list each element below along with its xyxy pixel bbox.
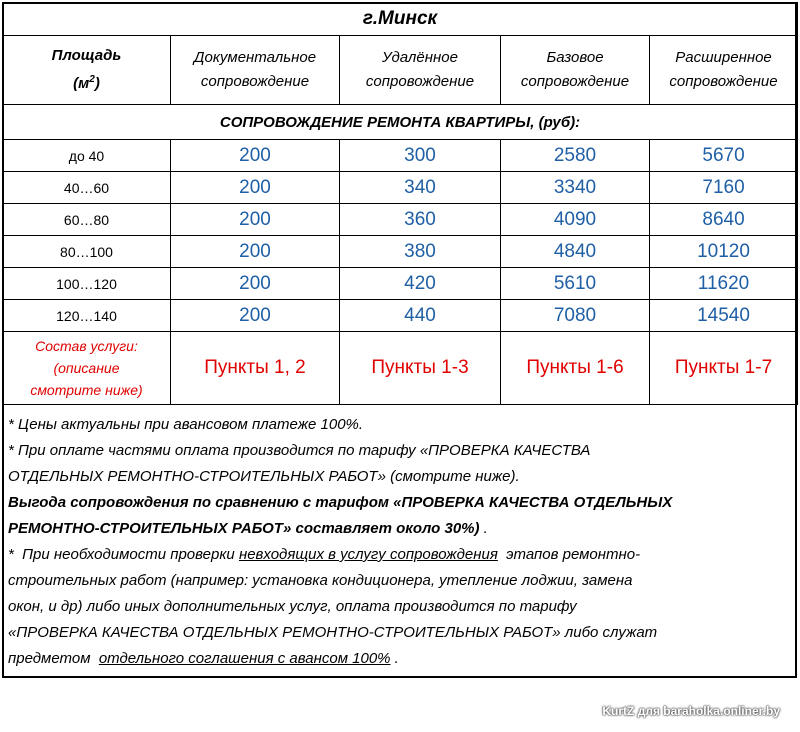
note-extra-services: * При необходимости проверки невходящих в услугу сопровождения этапов ремонтно- строительных работ (например: установка кондиционера, утепление лоджии, замена окон, и др) либо иных дополнительных услуг, оплата производится по тарифу «ПРОВЕРКА КАЧЕСТВА ОТДЕЛЬНЫХ РЕМОНТНО-СТРОИТЕЛЬНЫХ РАБОТ» либо служат предметом отдельного соглашения с авансом 100% . (8, 546, 658, 667)
section-title: СОПРОВОЖДЕНИЕ РЕМОНТА КВАРТИРЫ, (руб): (3, 105, 798, 140)
price-cell: 2580 (501, 140, 650, 172)
watermark: KurtZ для baraholka.onliner.by (602, 704, 780, 718)
note-benefit: Выгода сопровождения по сравнению с тарифом «ПРОВЕРКА КАЧЕСТВА ОТДЕЛЬНЫХ РЕМОНТНО-СТРОИТЕЛЬНЫХ РАБОТ» составляет около 30%) . (8, 494, 673, 537)
price-cell: 4840 (501, 236, 650, 268)
price-cell: 11620 (650, 268, 798, 300)
price-cell: 300 (340, 140, 501, 172)
area-cell: 80…100 (3, 236, 171, 268)
notes-block (8, 412, 788, 672)
column-header-extended: Расширенное сопровождение (650, 36, 798, 105)
table-row (3, 300, 798, 332)
price-cell: 3340 (501, 172, 650, 204)
column-header-basic: Базовое сопровождение (501, 36, 650, 105)
price-cell: 420 (340, 268, 501, 300)
price-cell: 5610 (501, 268, 650, 300)
price-table (2, 2, 798, 405)
table-row (3, 268, 798, 300)
price-cell: 4090 (501, 204, 650, 236)
price-cell: 440 (340, 300, 501, 332)
services-label: Состав услуги: (описание смотрите ниже) (3, 332, 171, 405)
price-cell: 14540 (650, 300, 798, 332)
price-cell: 360 (340, 204, 501, 236)
price-cell: 340 (340, 172, 501, 204)
price-cell: 200 (171, 236, 340, 268)
price-cell: 8640 (650, 204, 798, 236)
column-header-documentary: Документальное сопровождение (171, 36, 340, 105)
price-cell: 380 (340, 236, 501, 268)
note-installments: * При оплате частями оплата производится по тарифу «ПРОВЕРКА КАЧЕСТВА ОТДЕЛЬНЫХ РЕМОНТНО-СТРОИТЕЛЬНЫХ РАБОТ» (смотрите ниже). (8, 442, 591, 485)
services-value: Пункты 1-3 (340, 332, 501, 405)
services-value: Пункты 1-6 (501, 332, 650, 405)
table-row (3, 140, 798, 172)
area-cell: 100…120 (3, 268, 171, 300)
services-value: Пункты 1-7 (650, 332, 798, 405)
column-header-remote: Удалённое сопровождение (340, 36, 501, 105)
area-cell: до 40 (3, 140, 171, 172)
area-cell: 120…140 (3, 300, 171, 332)
area-unit: $(м^2)$ (73, 74, 100, 92)
area-header-label: Площадь (51, 47, 122, 64)
note-prepayment: * Цены актуальны при авансовом платеже 100%. (8, 416, 364, 433)
price-cell: 200 (171, 204, 340, 236)
price-cell: 200 (171, 300, 340, 332)
price-cell: 200 (171, 140, 340, 172)
services-value: Пункты 1, 2 (171, 332, 340, 405)
price-cell: 7080 (501, 300, 650, 332)
table-row (3, 236, 798, 268)
area-header (3, 36, 171, 105)
table-row (3, 172, 798, 204)
header-row (3, 36, 798, 105)
area-cell: 60…80 (3, 204, 171, 236)
city-title: г.Минск (3, 3, 798, 36)
price-cell: 7160 (650, 172, 798, 204)
price-cell: 10120 (650, 236, 798, 268)
price-cell: 5670 (650, 140, 798, 172)
area-cell: 40…60 (3, 172, 171, 204)
services-row (3, 332, 798, 405)
table-row (3, 204, 798, 236)
price-cell: 200 (171, 268, 340, 300)
price-cell: 200 (171, 172, 340, 204)
